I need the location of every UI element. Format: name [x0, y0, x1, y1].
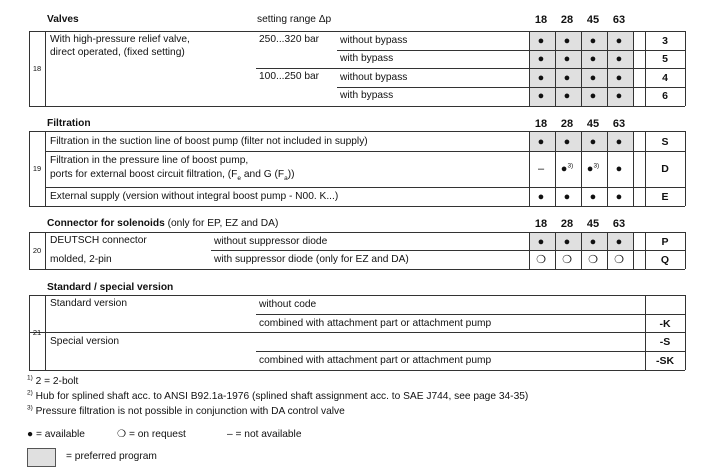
mark-cell: ●: [615, 90, 623, 102]
filtration-pressure-text: Filtration in the pressure line of boost pump,: [50, 155, 249, 166]
order-code: 5: [662, 53, 668, 65]
col-header-18: 18: [534, 218, 548, 230]
mark-cell: ●: [615, 136, 623, 148]
col-header-63: 63: [612, 118, 626, 130]
col-header-28: 28: [560, 218, 574, 230]
mark-cell: ●: [615, 35, 623, 47]
mark-cell: ●: [615, 191, 623, 203]
order-code: D: [661, 163, 669, 175]
mark-cell: ●: [537, 191, 545, 203]
row-number-19: 19: [32, 164, 42, 173]
mark-cell: ●: [537, 136, 545, 148]
col-header-28: 28: [560, 118, 574, 130]
order-code: E: [661, 191, 669, 203]
mark-cell: ●: [589, 191, 597, 203]
mark-cell: ●: [615, 236, 623, 248]
mark-cell: ●: [589, 35, 597, 47]
row-number-20: 20: [32, 246, 42, 255]
filtration-title: Filtration: [47, 118, 91, 129]
version-option: combined with attachment part or attachment pump: [259, 355, 492, 366]
mark-cell: ●$^{3)}$: [560, 162, 574, 175]
col-header-28: 28: [560, 14, 574, 26]
legend-preferred: = preferred program: [66, 451, 157, 462]
order-code: -S: [659, 336, 671, 348]
col-header-45: 45: [586, 118, 600, 130]
connector-option: with suppressor diode (only for EZ and DA): [214, 254, 409, 265]
range-low: 100...250 bar: [259, 71, 320, 82]
order-code: 4: [662, 72, 668, 84]
col-header-18: 18: [534, 14, 548, 26]
setting-range-label: setting range Δp: [257, 14, 332, 25]
order-code: -K: [659, 318, 671, 330]
mark-cell: ●: [563, 53, 571, 65]
col-header-45: 45: [586, 14, 600, 26]
mark-cell: ❍: [614, 254, 624, 266]
mark-cell: ●: [589, 236, 597, 248]
mark-cell: ●: [589, 90, 597, 102]
mark-cell: ●: [615, 53, 623, 65]
mark-cell: ●: [563, 90, 571, 102]
order-code: P: [661, 236, 669, 248]
order-code: Q: [660, 254, 670, 266]
mark-cell: ●: [589, 53, 597, 65]
order-code: -SK: [655, 355, 675, 367]
version-title: Standard / special version: [47, 282, 174, 293]
mark-cell: ❍: [562, 254, 572, 266]
valves-desc-line2: direct operated, (fixed setting): [50, 47, 185, 58]
col-header-45: 45: [586, 218, 600, 230]
filtration-suction-text: Filtration in the suction line of boost pump (filter not included in supply): [50, 136, 368, 147]
legend-on-request: ❍ = on request: [117, 429, 186, 440]
mark-cell: ●: [563, 72, 571, 84]
col-header-63: 63: [612, 218, 626, 230]
mark-cell: ●: [615, 72, 623, 84]
filtration-ports-text: ports for external boost circuit filtration, ($F_e$ and G $(F_a)$): [50, 169, 295, 183]
valves-desc-line1: With high-pressure relief valve,: [50, 34, 190, 45]
mark-cell: ●: [563, 136, 571, 148]
special-version-label: Special version: [50, 336, 120, 347]
mark-cell: ❍: [588, 254, 598, 266]
footnote-3: $^{3)}$ Pressure filtration is not possible in conjunction with DA control valve: [27, 404, 345, 417]
connector-desc-line1: DEUTSCH connector: [50, 235, 147, 246]
mark-cell: ●: [589, 136, 597, 148]
version-option: combined with attachment part or attachment pump: [259, 318, 492, 329]
bypass-label: without bypass: [340, 72, 408, 83]
preferred-swatch: [27, 448, 56, 467]
row-number-18: 18: [32, 64, 42, 73]
bypass-label: with bypass: [340, 90, 394, 101]
mark-cell: ●: [537, 236, 545, 248]
mark-cell: ●: [615, 163, 623, 175]
connector-option: without suppressor diode: [214, 236, 328, 247]
mark-cell: ●: [563, 35, 571, 47]
mark-cell: ●: [589, 72, 597, 84]
order-code: S: [661, 136, 669, 148]
version-option: without code: [259, 299, 317, 310]
col-header-18: 18: [534, 118, 548, 130]
mark-cell: ●: [537, 90, 545, 102]
mark-cell: –: [537, 163, 545, 175]
valves-title: Valves: [47, 14, 79, 25]
mark-cell: ●: [563, 236, 571, 248]
mark-cell: ●: [537, 35, 545, 47]
mark-cell: ●$^{3)}$: [586, 162, 600, 175]
row-number-21: 21: [32, 328, 42, 337]
mark-cell: ❍: [536, 254, 546, 266]
connector-title: Connector for solenoids (only for EP, EZ and DA): [47, 218, 279, 229]
mark-cell: ●: [537, 72, 545, 84]
range-high: 250...320 bar: [259, 34, 320, 45]
mark-cell: ●: [537, 53, 545, 65]
order-code: 3: [662, 35, 668, 47]
bypass-label: with bypass: [340, 53, 394, 64]
legend-not-available: – = not available: [227, 429, 302, 440]
order-code: 6: [662, 90, 668, 102]
col-header-63: 63: [612, 14, 626, 26]
legend-available: ● = available: [27, 429, 85, 440]
bypass-label: without bypass: [340, 35, 408, 46]
standard-version-label: Standard version: [50, 298, 128, 309]
mark-cell: ●: [563, 191, 571, 203]
footnote-1: $^{1)}$ 2 = 2-bolt: [27, 374, 79, 387]
footnote-2: $^{2)}$ Hub for splined shaft acc. to ANSI B92.1a-1976 (splined shaft assignment acc. to SAE J744, see page 34-35): [27, 389, 529, 402]
connector-desc-line2: molded, 2-pin: [50, 254, 112, 265]
filtration-external-text: External supply (version without integral boost pump - N00. K...): [50, 191, 339, 202]
